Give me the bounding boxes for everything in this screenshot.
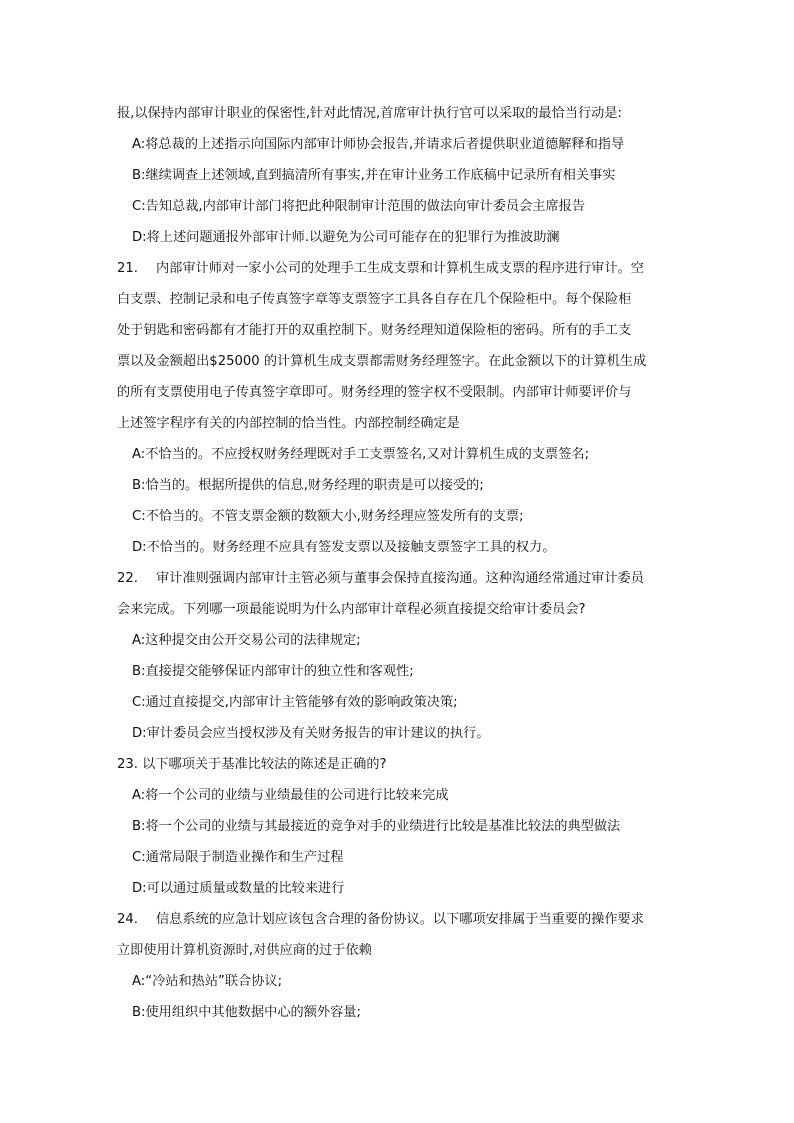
question-24-line	[117, 904, 679, 935]
question-21-line	[117, 253, 679, 284]
option-a: A:将总裁的上述指示向国际内部审计师协会报告,并请求后者提供职业道德解释和指导	[132, 137, 625, 152]
question-text-line: 处于钥匙和密码都有才能打开的双重控制下。财务经理知道保险柜的密码。所有的手工支	[117, 323, 632, 338]
option-c: C:不恰当的。不管支票金额的数额大小,财务经理应签发所有的支票;	[132, 509, 524, 524]
question-22-line	[117, 563, 679, 594]
question-text-line: 票以及金额超出$25000 的计算机生成支票都需财务经理签字。在此金额以下的计算机生成	[117, 354, 647, 369]
option-c: C:通常局限于制造业操作和生产过程	[132, 850, 344, 865]
question-text: 信息系统的应急计划应该包含合理的备份协议。以下哪项安排属于当重要的操作要求	[156, 912, 644, 927]
option-d: D:将上述问题通报外部审计师.以避免为公司可能存在的犯罪行为推波助澜	[132, 230, 560, 245]
option-a: A:将一个公司的业绩与业绩最佳的公司进行比较来完成	[132, 788, 449, 803]
question-number: 24.	[117, 912, 138, 927]
question-23-line: 23. 以下哪项关于基准比较法的陈述是正确的?	[117, 757, 387, 772]
option-b: B:继续调查上述领域,直到搞清所有事实,并在审计业务工作底稿中记录所有相关事实	[132, 168, 616, 183]
option-d: D:审计委员会应当授权涉及有关财务报告的审计建议的执行。	[132, 726, 490, 741]
question-text-line: 的所有支票使用电子传真签字章即可。财务经理的签字权不受限制。内部审计师要评价与	[117, 385, 632, 400]
document-body	[117, 98, 679, 1028]
option-b: B:直接提交能够保证内部审计的独立性和客观性;	[132, 664, 414, 679]
question-text-line: 上述签字程序有关的内部控制的恰当性。内部控制经确定是	[117, 416, 460, 431]
question-number: 22.	[117, 571, 138, 586]
option-c: C:通过直接提交,内部审计主管能够有效的影响政策决策;	[132, 695, 458, 710]
option-d: D:不恰当的。财务经理不应具有签发支票以及接触支票签字工具的权力。	[132, 540, 556, 555]
option-a: A:这种提交由公开交易公司的法律规定;	[132, 633, 361, 648]
question-continuation-text: 报,以保持内部审计职业的保密性,针对此情况,首席审计执行官可以采取的最恰当行动是:	[117, 106, 622, 121]
question-number: 21.	[117, 261, 138, 276]
option-b: B:恰当的。根据所提供的信息,财务经理的职责是可以接受的;	[132, 478, 484, 493]
question-text: 审计准则强调内部审计主管必须与董事会保持直接沟通。这种沟通经常通过审计委员	[156, 571, 644, 586]
question-text: 内部审计师对一家小公司的处理手工生成支票和计算机生成支票的程序进行审计。空	[156, 261, 644, 276]
option-a: A:“冷站和热站”联合协议;	[132, 974, 283, 989]
option-d: D:可以通过质量或数量的比较来进行	[132, 881, 345, 896]
question-text-line: 会来完成。下列哪一项最能说明为什么内部审计章程必须直接提交给审计委员会?	[117, 602, 586, 617]
question-text-line: 白支票、控制记录和电子传真签字章等支票签字工具各自存在几个保险柜中。每个保险柜	[117, 292, 632, 307]
option-a: A:不恰当的。不应授权财务经理既对手工支票签名,又对计算机生成的支票签名;	[132, 447, 590, 462]
option-c: C:告知总裁,内部审计部门将把此种限制审计范围的做法向审计委员会主席报告	[132, 199, 586, 214]
option-b: B:将一个公司的业绩与其最接近的竞争对手的业绩进行比较是基准比较法的典型做法	[132, 819, 621, 834]
question-text-line: 立即使用计算机资源时,对供应商的过于依赖	[117, 943, 372, 958]
option-b: B:使用组织中其他数据中心的额外容量;	[132, 1005, 361, 1020]
